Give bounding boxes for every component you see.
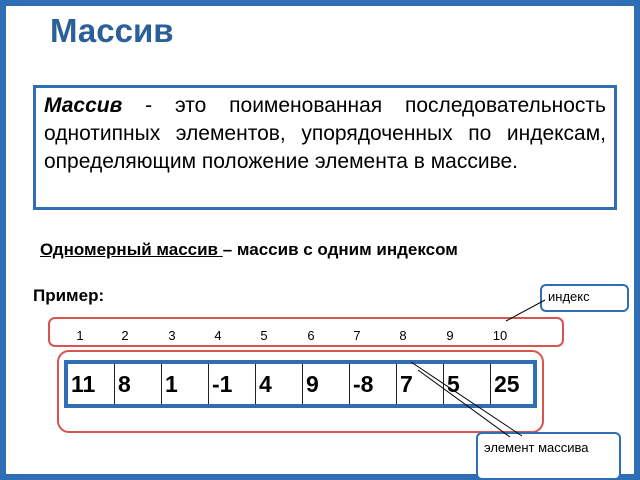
array-cell: 9 <box>303 364 350 404</box>
one-dim-body: – массив с одним индексом <box>222 240 458 259</box>
array-cell: 8 <box>115 364 162 404</box>
array-cell: 25 <box>494 371 520 397</box>
definition-term: Массив <box>44 94 123 117</box>
array-cell: 4 <box>256 364 303 404</box>
array-cell: 7 <box>397 364 444 404</box>
array-cell: -1 <box>209 364 256 404</box>
definition-body: - это поименованная последовательность однотипных элементов, упорядоченных по индексам, определяющим положение элемента в массиве. <box>44 94 606 173</box>
index-label: 9 <box>446 328 454 343</box>
example-label: Пример: <box>33 286 105 305</box>
index-label: 7 <box>353 328 361 343</box>
index-label: 2 <box>121 328 129 343</box>
index-label: 5 <box>260 328 268 343</box>
array-cell: 1 <box>162 364 209 404</box>
index-label: 1 <box>76 328 84 343</box>
index-pointer-line <box>506 300 545 321</box>
array-cell: 5 <box>444 364 491 404</box>
index-label: 4 <box>214 328 222 343</box>
index-label: 3 <box>168 328 176 343</box>
element-pointer-line-1 <box>411 362 522 436</box>
array-cell: -8 <box>350 364 397 404</box>
array-cell: 11 <box>68 364 115 404</box>
element-pointer-line-2 <box>418 370 510 437</box>
one-dim-term: Одномерный массив <box>40 240 223 259</box>
index-label: 8 <box>399 328 407 343</box>
slide-title: Массив <box>50 12 174 49</box>
callout-element: элемент массива <box>476 432 621 480</box>
index-label: 6 <box>307 328 315 343</box>
callout-index: индекс <box>540 284 629 312</box>
index-label: 10 <box>492 328 508 343</box>
